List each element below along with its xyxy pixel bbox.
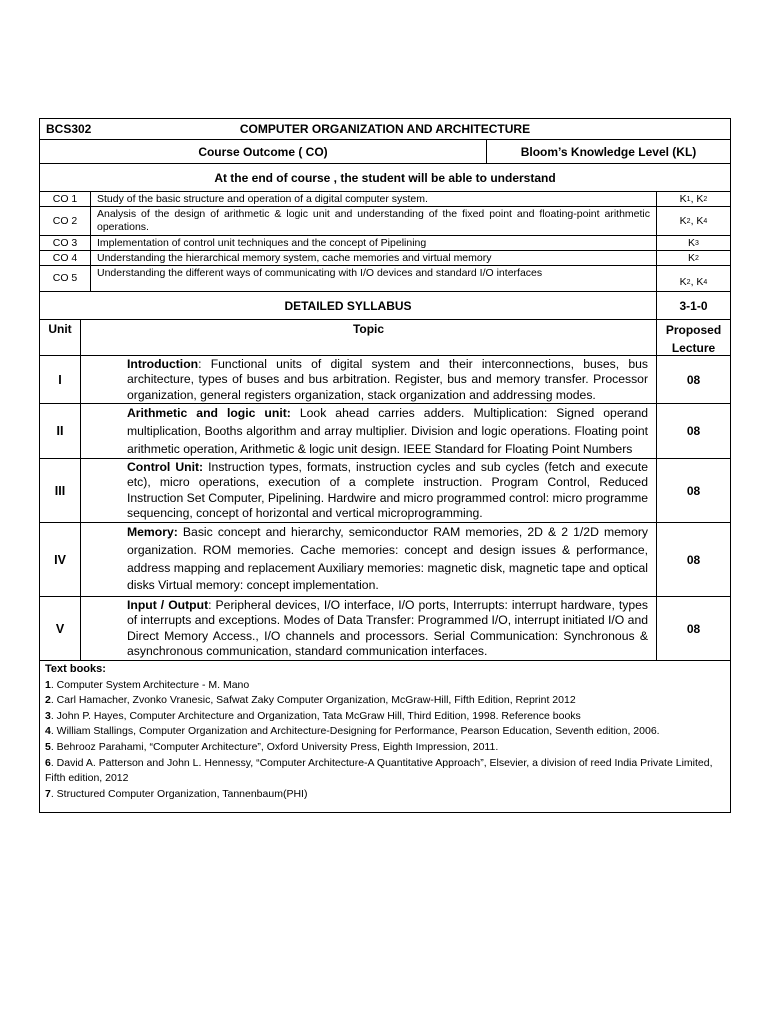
syllabus-title: DETAILED SYLLABUS [284,298,412,313]
unit-heading: Control Unit: [127,460,204,474]
unit-column-header: Unit [48,322,72,336]
unit-topic [80,523,656,596]
co-intro-row [40,164,730,192]
lecture-header-line-1: Proposed [665,323,722,337]
unit-lectures: 08 [656,523,730,596]
co-id: CO 2 [52,214,78,227]
co-description: Understanding the hierarchical memory system, cache memories and virtual memory [90,251,656,265]
co-id: CO 4 [52,251,78,264]
co-id: CO 1 [52,192,78,205]
kl-column-header: Bloom’s Knowledge Level (KL) [486,140,730,163]
textbook-item [40,756,730,787]
course-title: COMPUTER ORGANIZATION AND ARCHITECTURE [239,122,531,136]
textbooks-section [40,661,730,812]
textbook-item [40,724,730,740]
co-kl: K 2 , K 4 [656,266,730,291]
unit-topic [80,356,656,403]
textbook-item [40,693,730,709]
textbook-text: . Carl Hamacher, Zvonko Vranesic, Safwat Zaky Computer Organization, McGraw-Hill, Fifth Edition, Reprint 2012 [50,694,576,707]
unit-number: III [54,483,66,498]
co-id: CO 3 [52,236,78,249]
unit-separator: : [208,598,216,612]
unit-lectures: 08 [656,459,730,522]
co-row [40,192,730,207]
textbook-item [40,787,730,803]
unit-separator [291,406,300,420]
syllabus-unit-row [40,459,730,523]
unit-number: V [55,621,65,636]
co-row [40,207,730,236]
unit-separator: : [198,357,211,371]
unit-text: Instruction types, formats, instruction cycles and sub cycles (fetch and execute etc), micro operations, execution of a complete instruction. Program Control, Reduced Instruction Set Computer, Pipelining. Hardwire and micro programmed control: micro programme sequencing, concept of horizontal and vertical microprogramming. [127,460,649,520]
lecture-column-header [656,320,730,355]
co-intro-text: At the end of course , the student will be able to understand [214,170,556,185]
co-description: Implementation of control unit techniques and the concept of Pipelining [90,236,656,250]
textbook-item [40,740,730,756]
unit-number: II [56,424,64,438]
textbook-number: 4 [45,725,51,738]
co-column-header: Course Outcome ( CO) [198,144,328,159]
ltp-value: 3-1-0 [656,292,730,319]
course-title-row [40,119,730,140]
textbook-number: 1 [45,678,51,691]
co-id: CO 5 [52,272,78,284]
textbook-number: 3 [45,709,51,722]
unit-text: Basic concept and hierarchy, semiconductor RAM memories, 2D & 2 1/2D memory organization. ROM memories. Cache memories: concept and design issues & performance, address mapping and replacement Auxiliary memories: magnetic disk, magnetic tape and optical disks Virtual memory: concept implementation. [127,525,648,593]
unit-topic [80,404,656,458]
unit-number: I [58,372,62,387]
unit-lectures: 08 [656,597,730,660]
unit-topic [80,459,656,522]
unit-heading: Input / Output [127,598,209,612]
textbook-number: 6 [45,756,51,769]
unit-text: Look ahead carries adders. Multiplication: Signed operand multiplication, Booths algorithm and array multiplier. Division and logic operations. Floating point arithmetic operation, Arithmetic & logic unit design. IEEE Standard for Floating Point Numbers [127,406,649,456]
textbook-item [40,709,730,725]
lecture-header-line-2: Lecture [671,341,716,355]
unit-lectures: 08 [656,404,730,458]
textbook-number: 2 [45,694,51,707]
co-header-row [40,140,730,164]
course-code: BCS302 [46,122,92,136]
syllabus-column-headers [40,320,730,356]
unit-topic [80,597,656,660]
unit-text: Functional units of digital system and their interconnections, buses, bus architecture, types of buses and bus arbitration. Register, bus and memory transfer. Processor organization, general registers organization, stack organization and addressing modes. [127,357,648,402]
co-row [40,266,730,292]
unit-lectures: 08 [656,356,730,403]
textbook-text: . Computer System Architecture - M. Mano [50,678,250,691]
syllabus-unit-row [40,597,730,661]
co-description: Study of the basic structure and operation of a digital computer system. [90,192,656,206]
co-description: Analysis of the design of arithmetic & logic unit and understanding of the fixed point and floating-point arithmetic operations. [90,207,656,235]
co-kl: K 2 , K 4 [656,207,730,235]
co-row [40,251,730,266]
syllabus-unit-row [40,356,730,404]
co-description: Understanding the different ways of communicating with I/O devices and standard I/O interfaces [90,266,656,291]
unit-number: IV [54,552,66,567]
unit-text: Peripheral devices, I/O interface, I/O ports, Interrupts: interrupt hardware, types of interrupts and exceptions. Modes of Data Transfer: Programmed I/O, interrupt initiated I/O and Direct Memory Access., I/O channels and processors. Serial Communication: Synchronous & asynchronous communication, standard communication interfaces. [127,598,648,658]
unit-heading: Introduction [127,357,199,371]
syllabus-document [39,118,731,813]
textbook-number: 7 [45,787,51,800]
textbook-text: . William Stallings, Computer Organization and Architecture-Designing for Performance, Pearson Education, Seventh edition, 2006. [50,725,660,738]
co-kl: K 1 , K 2 [656,192,730,206]
topic-column-header: Topic [80,320,656,355]
syllabus-unit-row [40,523,730,597]
syllabus-unit-row [40,404,730,459]
textbook-item [40,678,730,694]
textbooks-heading: Text books: [45,663,106,675]
unit-heading: Memory: [127,525,178,539]
textbook-text: . John P. Hayes, Computer Architecture and Organization, Tata McGraw Hill, Third Edition, 1998. Reference books [50,709,581,722]
textbook-text: . Structured Computer Organization, Tannenbaum(PHI) [50,787,308,800]
textbook-number: 5 [45,740,51,753]
textbook-text: . Behrooz Parahami, “Computer Architecture”, Oxford University Press, Eighth Impression, 2011. [50,740,499,753]
co-row [40,236,730,251]
co-kl: K 3 [656,236,730,250]
co-kl: K 2 [656,251,730,265]
syllabus-header-row [40,292,730,320]
unit-heading: Arithmetic and logic unit: [127,406,291,420]
textbook-text: . David A. Patterson and John L. Hennessy, “Computer Architecture-A Quantitative Approach”, Elsevier, a division of reed India Private Limited, Fifth edition, 2012 [45,756,713,785]
